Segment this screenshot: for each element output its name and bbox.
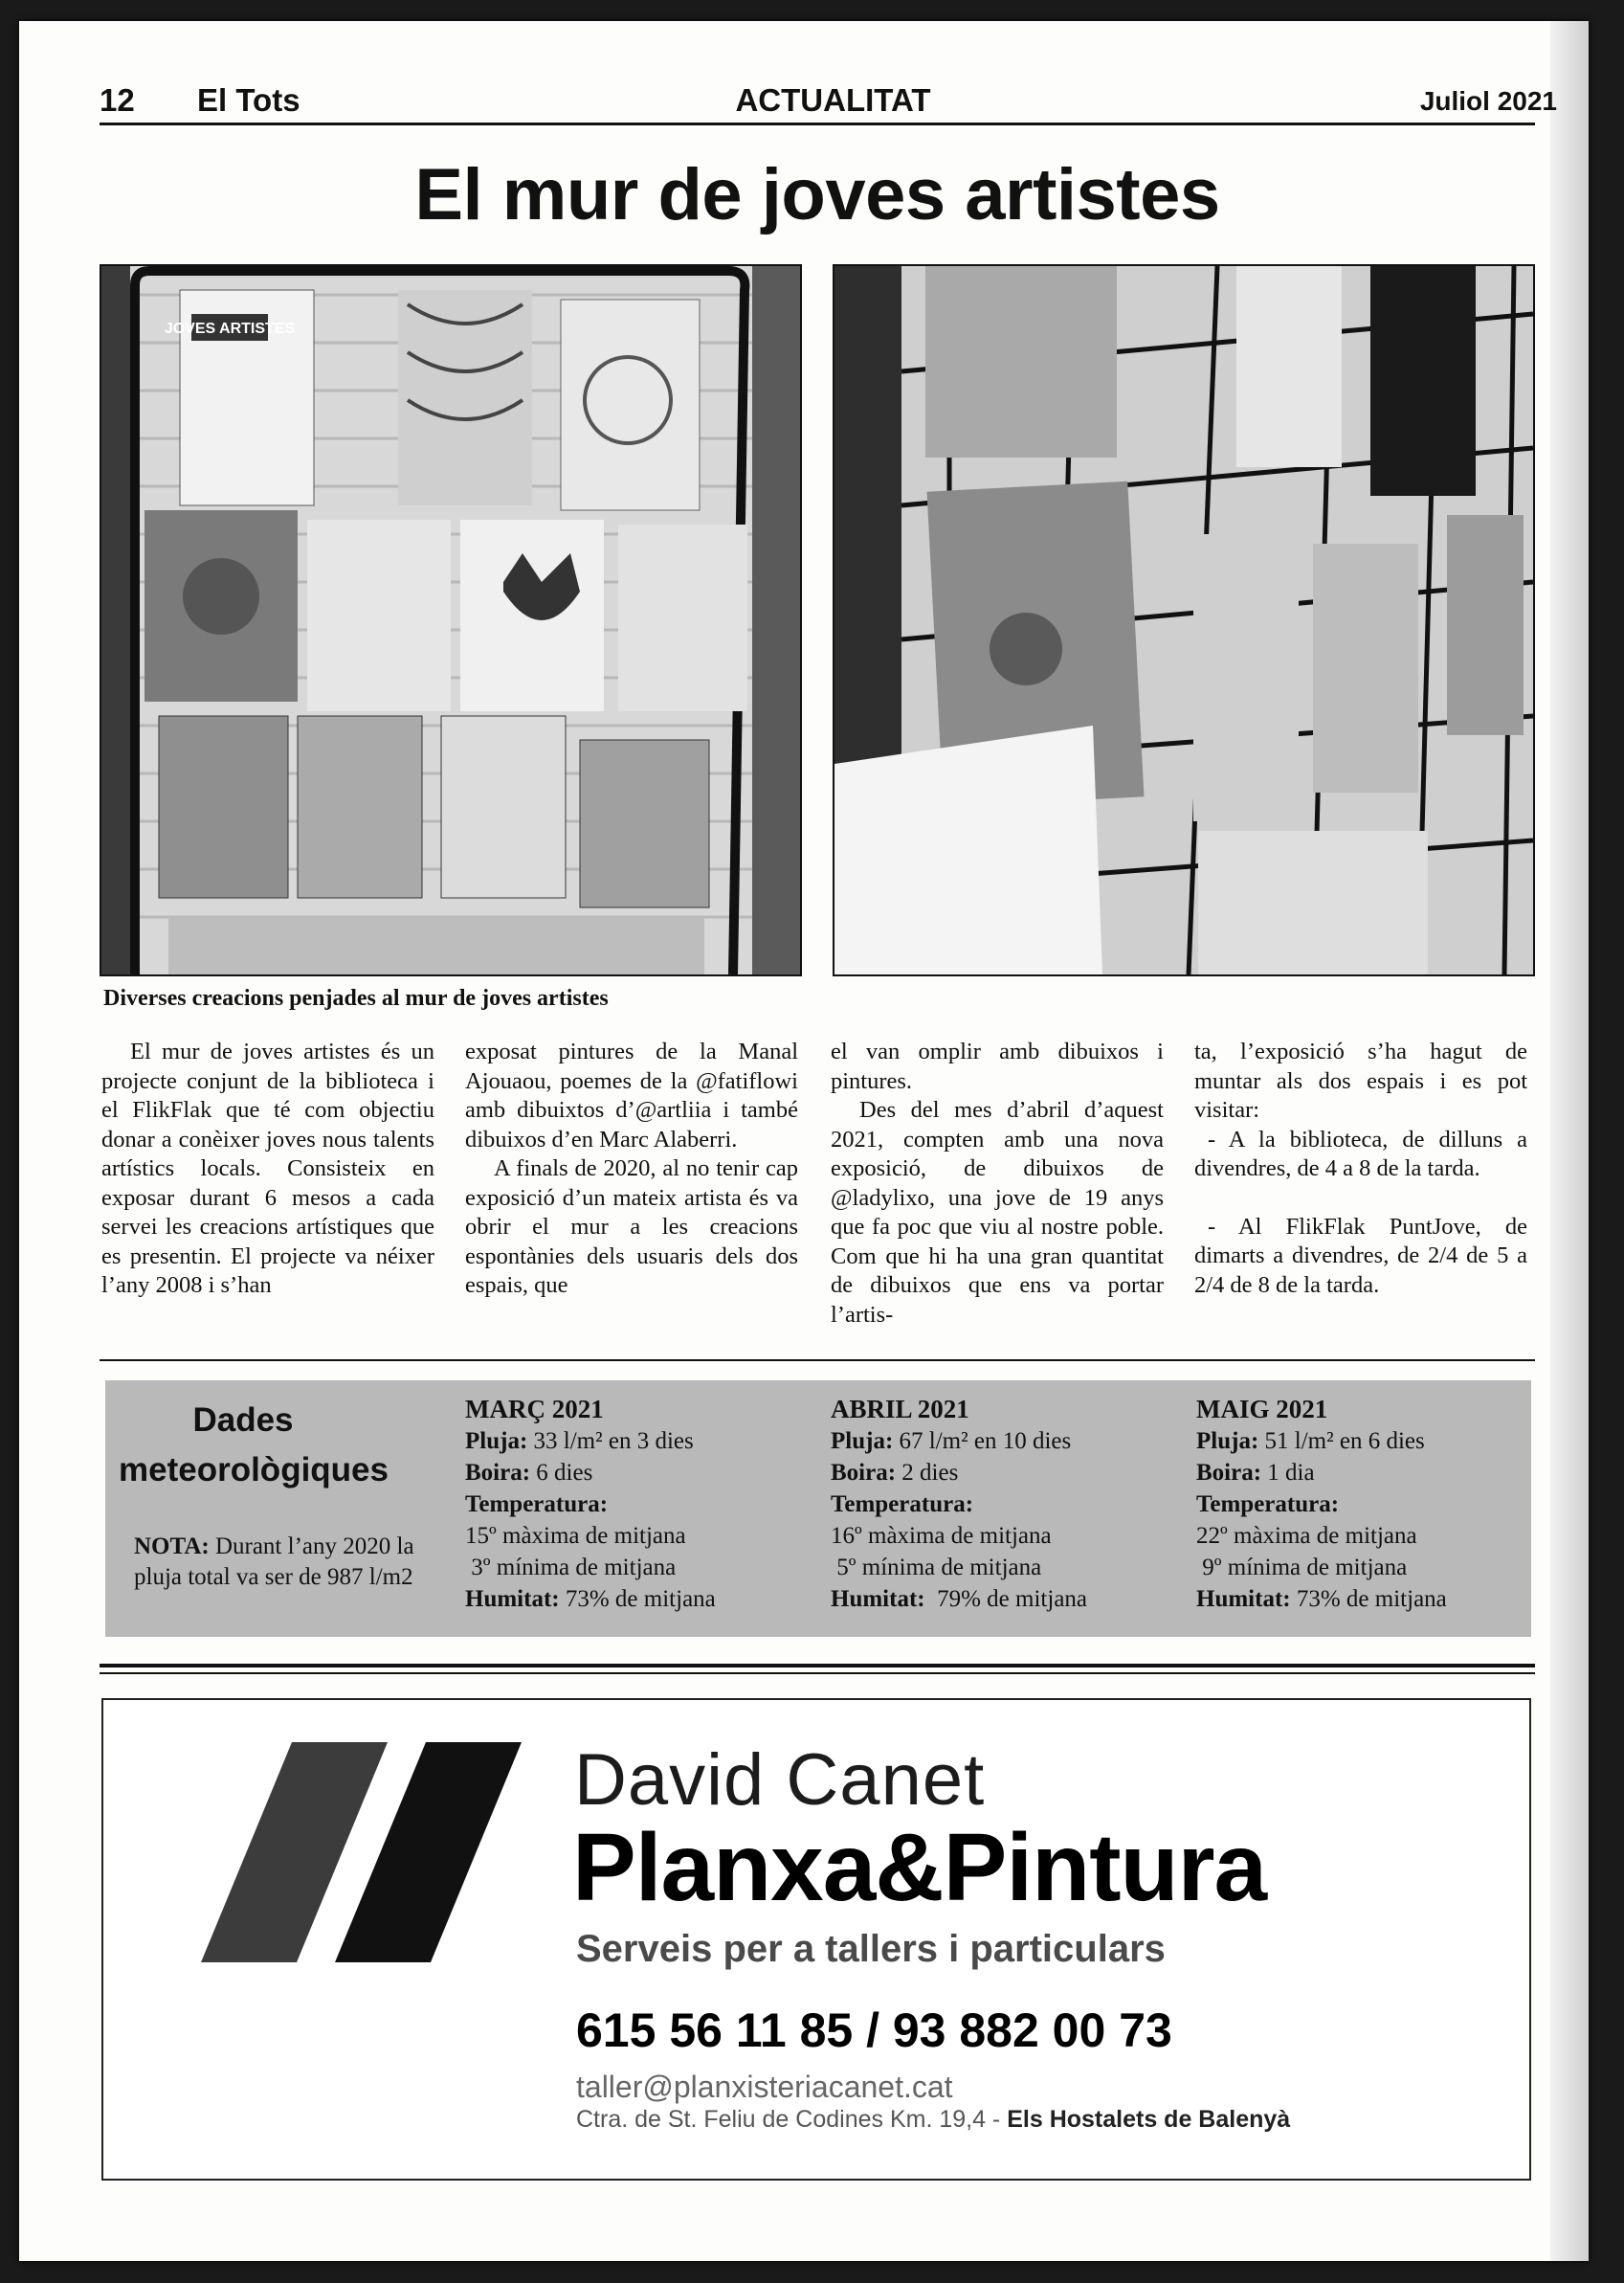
article-rule	[100, 1359, 1535, 1361]
temp-min: 5º mínima de mitjana	[831, 1555, 1042, 1580]
humidity-value: 73% de mitjana	[559, 1586, 716, 1612]
article-column-2	[465, 1038, 798, 1301]
section-title: ACTUALITAT	[735, 82, 931, 118]
weather-month-april	[831, 1394, 1087, 1615]
temp-max: 15º màxima de mitjana	[465, 1523, 686, 1549]
poster-text: JOVES ARTISTES	[164, 321, 296, 337]
ad-address-town: Els Hostalets de Balenyà	[1007, 2106, 1291, 2133]
rain-value: 67 l/m² en 10 dies	[893, 1428, 1072, 1454]
rain-value: 33 l/m² en 3 dies	[527, 1428, 694, 1454]
paragraph-2-end: el van omplir amb dibuixos i pintures.	[831, 1039, 1164, 1094]
ad-brand: Planxa&Pintura	[572, 1814, 1267, 1921]
photo-caption: Diverses creacions penjades al mur de joves artistes	[103, 986, 609, 1011]
paragraph-3-end: ta, l’exposició s’ha hagut de muntar als dos espais i es pot visitar:	[1194, 1039, 1527, 1123]
article-column-3	[831, 1038, 1164, 1330]
note-text: Durant l’any 2020 la pluja total va ser de 987 l/m2	[134, 1533, 414, 1590]
ad-rule-thick	[100, 1664, 1535, 1667]
rain-label: Pluja:	[465, 1428, 528, 1454]
paragraph-2-part: A finals de 2020, al no tenir cap exposició d’un mateix artista és va obrir el mur a les creacions espontànies dels usuaris dels dos espais, que	[465, 1155, 798, 1298]
rain-value: 51 l/m² en 6 dies	[1258, 1428, 1425, 1454]
temp-min: 3º mínima de mitjana	[465, 1555, 677, 1580]
page-number: 12	[100, 82, 135, 118]
humidity-value: 79% de mitjana	[924, 1586, 1088, 1612]
advertisement	[101, 1698, 1531, 2181]
paragraph-1-end: exposat pintures de la Manal Ajouaou, poemes de la @fatiflowi amb dibuixtos d’@artliia i també dibuixos d’en Marc Alaberri.	[465, 1039, 798, 1153]
visit-flikflak: - Al FlikFlak PuntJove, de dimarts a divendres, de 2/4 de 5 a 2/4 de 8 de la tarda.	[1194, 1213, 1527, 1298]
fog-label: Boira:	[465, 1460, 531, 1486]
temp-min: 9º mínima de mitjana	[1196, 1555, 1408, 1580]
month-name: MAIG 2021	[1196, 1395, 1328, 1423]
ad-address-street: Ctra. de St. Feliu de Codines Km. 19,4 -	[576, 2106, 1008, 2133]
humidity-label: Humitat:	[465, 1586, 560, 1612]
photo-wall-right	[833, 264, 1535, 976]
rain-label: Pluja:	[831, 1428, 894, 1454]
fog-value: 1 dia	[1261, 1460, 1315, 1486]
humidity-label: Humitat:	[1196, 1586, 1291, 1612]
temp-label: Temperatura:	[1196, 1491, 1340, 1517]
issue-date: Juliol 2021	[1419, 86, 1557, 116]
ad-owner-name: David Canet	[574, 1739, 986, 1821]
month-name: ABRIL 2021	[831, 1395, 969, 1423]
stripes-logo-icon	[201, 1742, 536, 1962]
weather-title-line1: Dades	[192, 1401, 294, 1439]
page-edge	[1550, 21, 1589, 2261]
article-title: El mur de joves artistes	[414, 154, 1220, 235]
paragraph-1-part: El mur de joves artistes és un projecte conjunt de la biblioteca i el FlikFlak que té com objectiu donar a conèixer joves nous talents artístics locals. Consisteix en exposar durant 6 mesos a cada servei les creacions artístiques que es presentin. El projecte va néixer l’any 2008 i s’han	[101, 1039, 434, 1298]
fog-value: 2 dies	[896, 1460, 959, 1486]
weather-title-line2: meteorològiques	[119, 1451, 389, 1488]
weather-box	[105, 1380, 1531, 1637]
note-label: NOTA:	[134, 1533, 210, 1559]
ad-phones: 615 56 11 85 / 93 882 00 73	[576, 2003, 1172, 2057]
weather-note	[134, 1532, 421, 1593]
rain-label: Pluja:	[1196, 1428, 1259, 1454]
ad-address	[576, 2106, 1290, 2134]
weather-month-may	[1196, 1394, 1447, 1615]
photo-wall-left	[100, 264, 802, 976]
temp-label: Temperatura:	[831, 1491, 974, 1517]
paragraph-3-part: Des del mes d’abril d’aquest 2021, compten amb una nova exposició, de dibuixos de @ladylixo, una jove de 19 anys que fa poc que viu al nostre poble. Com que hi ha una gran quantitat de dibuixos que ens va portar l’artis-	[831, 1097, 1164, 1328]
ad-rule-thin	[100, 1672, 1535, 1674]
weather-month-march	[465, 1394, 716, 1615]
fog-value: 6 dies	[530, 1460, 593, 1486]
fog-label: Boira:	[831, 1460, 897, 1486]
temp-max: 16º màxima de mitjana	[831, 1523, 1052, 1549]
visit-library: - A la biblioteca, de dilluns a divendres, de 4 a 8 de la tarda.	[1194, 1126, 1527, 1181]
humidity-value: 73% de mitjana	[1290, 1586, 1447, 1612]
temp-label: Temperatura:	[465, 1491, 609, 1517]
publication-name: El Tots	[197, 82, 300, 118]
header-rule	[100, 123, 1535, 125]
weather-title	[119, 1396, 389, 1495]
ad-email: taller@planxisteriacanet.cat	[576, 2070, 953, 2104]
ad-tagline: Serveis per a tallers i particulars	[576, 1928, 1166, 1970]
article-column-1	[101, 1038, 434, 1301]
humidity-label: Humitat:	[831, 1586, 925, 1612]
fog-label: Boira:	[1196, 1460, 1262, 1486]
page-header	[100, 82, 1567, 126]
temp-max: 22º màxima de mitjana	[1196, 1523, 1417, 1549]
month-name: MARÇ 2021	[465, 1395, 604, 1423]
article-column-4	[1194, 1038, 1527, 1300]
